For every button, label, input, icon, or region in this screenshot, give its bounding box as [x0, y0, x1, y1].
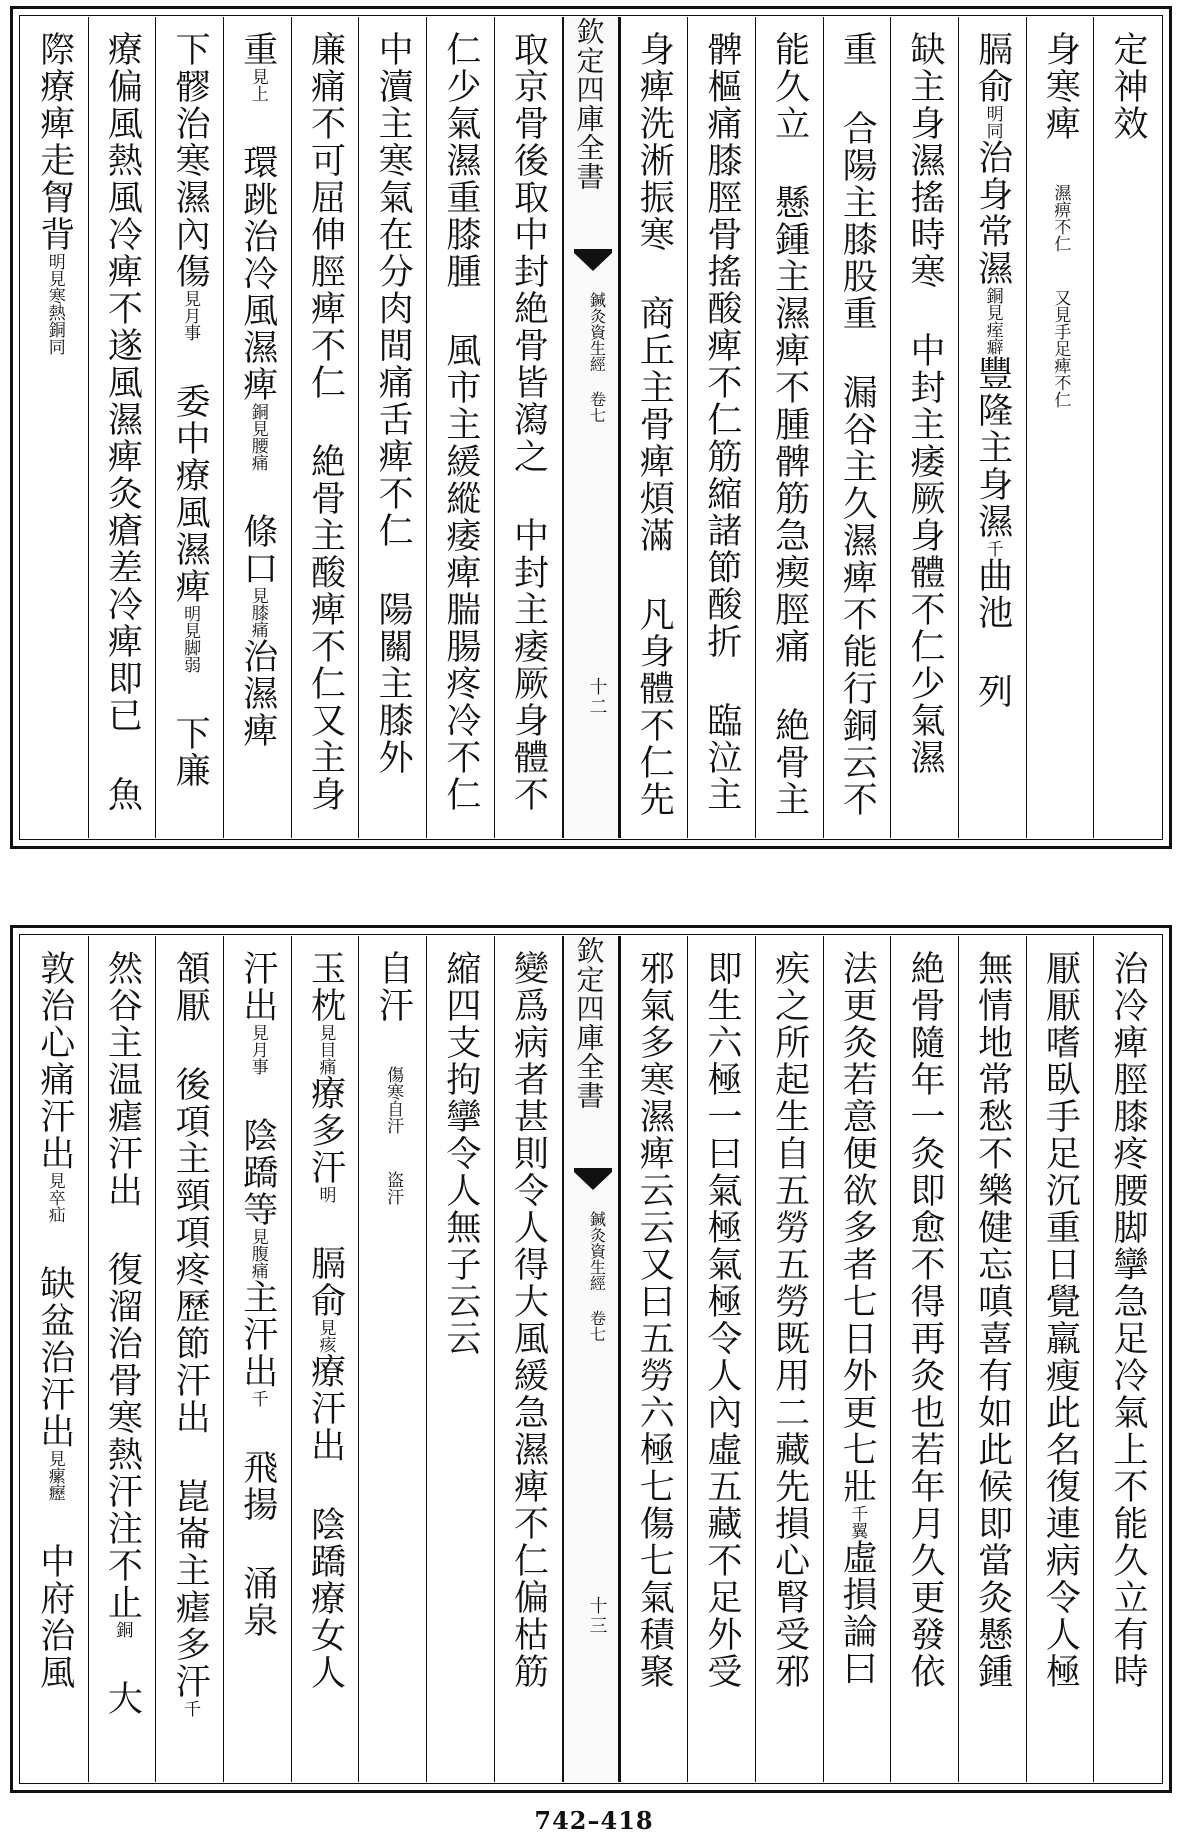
annotation-note: 見膝痛: [247, 587, 268, 638]
text-column: [1093, 936, 1161, 1782]
text-column: [687, 936, 755, 1782]
annotation-note: 明見脚弱: [180, 605, 201, 673]
annotation-note: 千: [247, 1390, 268, 1407]
text-column: [958, 17, 1026, 838]
annotation-note: 銅見痓癖: [982, 287, 1003, 355]
book-title: 欽定四庫全書: [572, 17, 606, 191]
main-text: 飛揚 涌泉: [237, 1407, 278, 1639]
chapter-label: 鍼灸資生經 卷七: [587, 292, 607, 423]
text-column: [687, 17, 755, 838]
main-text: 缺盆治汗出: [34, 1223, 75, 1450]
text-column: [823, 936, 891, 1782]
text-column: [88, 17, 156, 838]
main-text: 縮四支拘攣令人無子云云: [440, 950, 481, 1357]
main-text: 絶骨隨年一灸即愈不得再灸也若年月久更發依: [904, 950, 945, 1690]
main-text: 缺主身濕搖時寒 中封主痿厥身體不仁少氣濕: [904, 31, 945, 776]
main-text: 下廉: [170, 673, 211, 789]
text-column: [1093, 17, 1161, 838]
text-column: [21, 17, 88, 838]
annotation-note: 見腹痛: [247, 1228, 268, 1279]
text-column: [291, 17, 359, 838]
main-text: 厭厭嗜臥手足沉重日覺羸瘦此名復連病令人極: [1040, 950, 1081, 1690]
text-column: [755, 17, 823, 838]
bottom-book-page: [10, 925, 1172, 1793]
annotation-note: 傷寒自汗: [383, 1066, 404, 1134]
main-text: 能久立 懸鍾主濕痺不腫髀筋急瘈脛痛 絶骨主: [769, 31, 810, 818]
annotation-note: 銅見腰痛: [247, 403, 268, 471]
main-text: [1040, 252, 1080, 289]
text-column: [426, 936, 494, 1782]
main-text: 自汗: [373, 950, 414, 1066]
main-text: 環跳治冷風濕痺: [237, 102, 278, 403]
text-column: [155, 936, 223, 1782]
main-text: 主汗出: [237, 1279, 278, 1390]
annotation-note: 又見手足痺不仁: [1050, 289, 1071, 408]
annotation-note: 盗汗: [383, 1171, 404, 1205]
annotation-note: 見痎: [315, 1319, 336, 1353]
main-text: 治濕痺: [237, 638, 278, 749]
main-text: 曲池 列: [972, 557, 1013, 710]
main-text: 陰蹻等: [237, 1075, 278, 1228]
text-column: [890, 17, 958, 838]
text-column: [1026, 17, 1094, 838]
main-text: 治身常濕: [972, 139, 1013, 287]
text-column: [958, 936, 1026, 1782]
text-column: [494, 17, 562, 838]
top-book-page: [10, 6, 1172, 849]
folio-number: 十三: [586, 1596, 608, 1636]
text-column: [155, 17, 223, 838]
main-text: 廉痛不可屈伸脛痺不仁 絶骨主酸痺不仁又主身: [305, 31, 346, 813]
annotation-note: 銅: [112, 1621, 133, 1638]
main-text: 中府治風: [34, 1501, 75, 1691]
main-text: 療偏風熱風冷痺不遂風濕痺灸瘡差冷痺即已 魚: [102, 31, 143, 813]
center-fold-column: [562, 936, 620, 1782]
main-text: 療汗出 陰蹻療女人: [305, 1353, 346, 1691]
main-text: 疾之所起生自五勞五勞既用二藏先損心腎受邪: [769, 950, 810, 1690]
main-text: 中瀆主寒氣在分肉間痛舌痺不仁 陽關主膝外: [373, 31, 414, 776]
fish-tail-mark-icon: [574, 1168, 612, 1192]
main-text: 仁少氣濕重膝腫 風市主緩縱痿痺腨腸疼冷不仁: [440, 31, 481, 813]
text-column: [1026, 936, 1094, 1782]
text-column: [88, 936, 156, 1782]
page-number: 742–418: [534, 1806, 654, 1835]
main-text: 下髎治寒濕內傷: [170, 31, 211, 290]
text-column: [620, 17, 688, 838]
main-text: 大: [102, 1638, 143, 1717]
annotation-note: 明: [315, 1186, 336, 1203]
center-fold-column: [562, 17, 620, 838]
main-text: 條口: [237, 471, 278, 587]
annotation-note: 明同: [982, 105, 1003, 139]
main-text: 膈俞: [305, 1203, 346, 1319]
annotation-note: 見瘰癧: [44, 1450, 65, 1501]
chapter-label: 鍼灸資生經 卷七: [587, 1211, 607, 1342]
top-text-columns: [21, 17, 1161, 838]
text-column: [823, 17, 891, 838]
main-text: 頷厭 後項主頸項疼歷節汗出 崑崙主瘧多汗: [170, 950, 211, 1700]
main-text: 定神效: [1108, 31, 1148, 142]
text-column: [21, 936, 88, 1782]
text-column: [620, 936, 688, 1782]
main-text: 玉枕: [305, 950, 346, 1024]
main-text: 重 合陽主膝股重 漏谷主久濕痺不能行銅云不: [837, 31, 878, 818]
fish-tail-mark-icon: [574, 249, 612, 273]
main-text: 髀樞痛膝脛骨搖酸痺不仁筋縮諸節酸折 臨泣主: [701, 31, 742, 813]
annotation-note: 見月事: [180, 290, 201, 341]
annotation-note: 明見寒熱銅同: [44, 253, 65, 355]
annotation-note: 濕痹不仁: [1050, 184, 1071, 252]
text-column: [426, 17, 494, 838]
text-column: [291, 936, 359, 1782]
main-text: 膈俞: [972, 31, 1013, 105]
text-column: [223, 936, 291, 1782]
annotation-note: 千翼: [847, 1505, 868, 1539]
annotation-note: 見上: [247, 68, 268, 102]
text-column: [358, 17, 426, 838]
bottom-text-columns: [21, 936, 1161, 1782]
text-column: [755, 936, 823, 1782]
folio-number: 十二: [586, 677, 608, 717]
annotation-note: 見月事: [247, 1024, 268, 1075]
main-text: 重: [237, 31, 278, 68]
main-text: 療多汗: [305, 1075, 346, 1186]
main-text: 然谷主温瘧汗出 復溜治骨寒熱汗注不止: [102, 950, 143, 1621]
main-text: 法更灸若意便欲多者七日外更七壯: [837, 950, 878, 1505]
main-text: 敦治心痛汗出: [34, 950, 75, 1172]
annotation-note: 千: [982, 540, 1003, 557]
text-column: [358, 936, 426, 1782]
main-text: 即生六極一曰氣極氣極令人內虛五藏不足外受: [701, 950, 742, 1690]
text-column: [494, 936, 562, 1782]
text-column: [223, 17, 291, 838]
main-text: 無情地常愁不樂健忘嗔喜有如此候即當灸懸鍾: [972, 950, 1013, 1690]
main-text: 汗出: [237, 950, 278, 1024]
main-text: 取京骨後取中封絶骨皆瀉之 中封主痿厥身體不: [508, 31, 549, 813]
text-column: [890, 936, 958, 1782]
main-text: 身痺洗淅振寒 商丘主骨痺煩滿 凡身體不仁先: [634, 31, 675, 818]
main-text: 際療痺走胷背: [34, 31, 75, 253]
annotation-note: 見卒疝: [44, 1172, 65, 1223]
main-text: 豐隆主身濕: [972, 355, 1013, 540]
annotation-note: 見目痛: [315, 1024, 336, 1075]
main-text: 虛損論曰: [837, 1539, 878, 1687]
main-text: 變爲病者甚則令人得大風緩急濕痺不仁偏枯筋: [508, 950, 549, 1690]
main-text: 治冷痺脛膝疼腰脚攣急足冷氣上不能久立有時: [1108, 950, 1148, 1690]
main-text: [373, 1134, 413, 1171]
main-text: 邪氣多寒濕痺云云又曰五勞六極七傷七氣積聚: [634, 950, 675, 1690]
book-title: 欽定四庫全書: [572, 936, 606, 1110]
annotation-note: 千: [180, 1700, 201, 1717]
main-text: 委中療風濕痺: [170, 341, 211, 605]
main-text: 身寒痺: [1040, 31, 1081, 184]
